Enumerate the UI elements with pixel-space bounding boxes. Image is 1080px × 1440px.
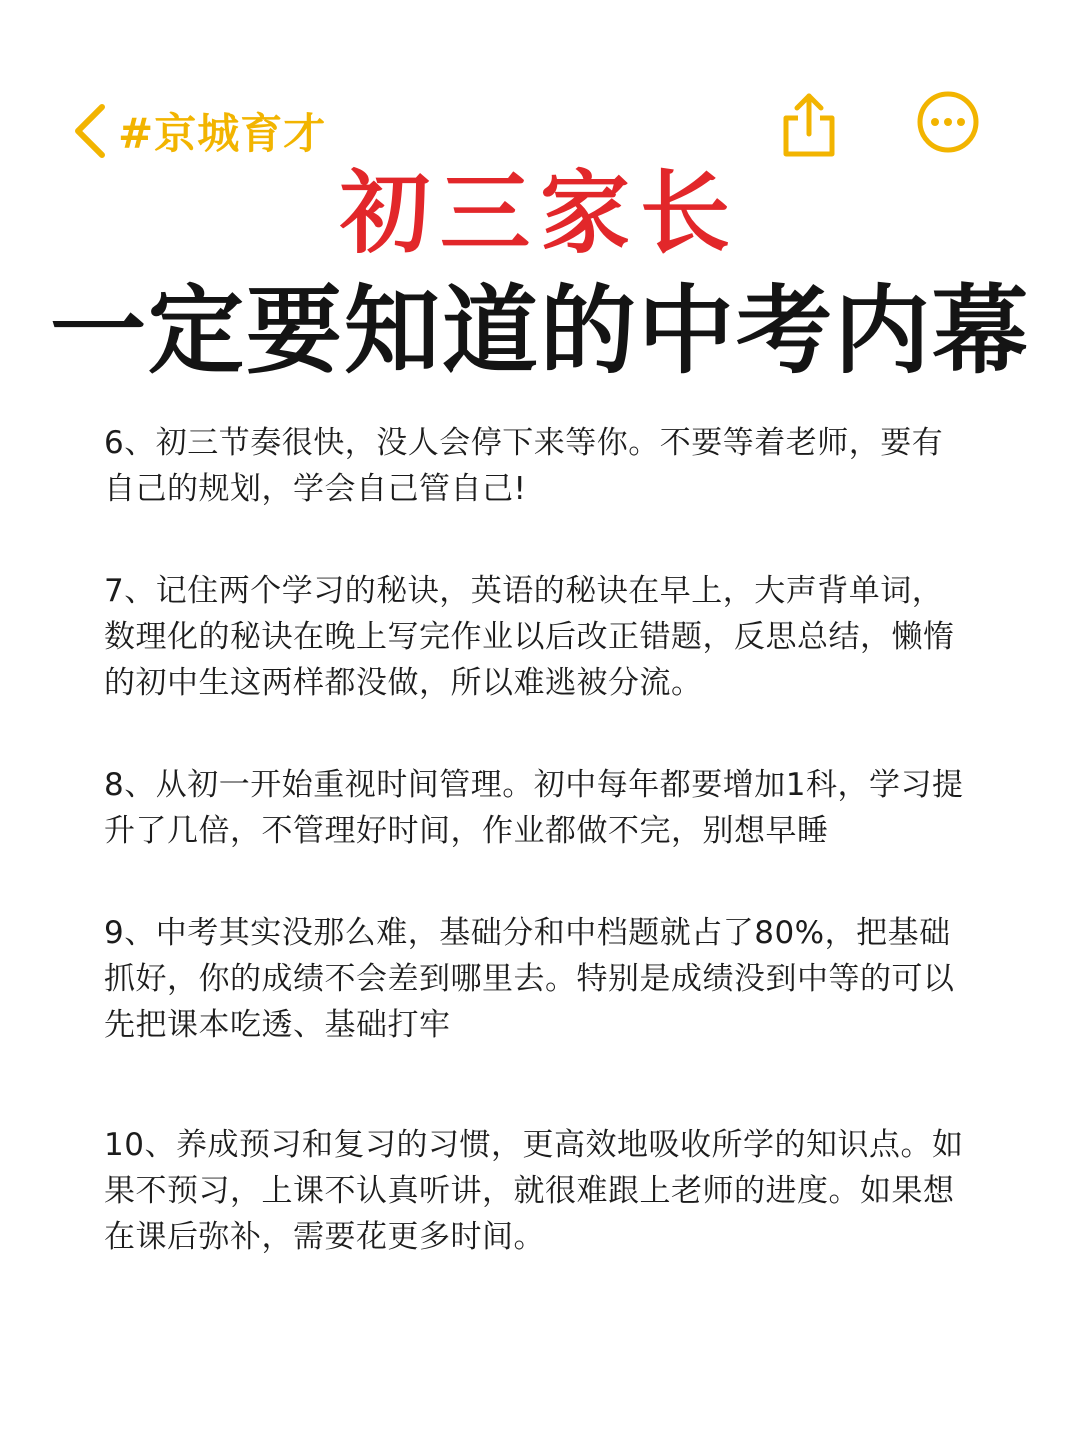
tip-paragraph-7: 7、记住两个学习的秘诀，英语的秘诀在早上，大声背单词，数理化的秘诀在晚上写完作业以后改正错题，反思总结，懒惰的初中生这两样都没做，所以难逃被分流。 <box>104 573 955 701</box>
title-line-2: 一定要知道的中考内幕 <box>50 275 1030 387</box>
tip-paragraph-9: 9、中考其实没那么难，基础分和中档题就占了80%，把基础抓好，你的成绩不会差到哪里去。特别是成绩没到中等的可以先把课本吃透、基础打牢 <box>104 915 955 1043</box>
tip-paragraph-8: 8、从初一开始重视时间管理。初中每年都要增加1科，学习提升了几倍，不管理好时间，作业都做不完，别想早睡 <box>104 767 964 849</box>
title-line-1: 初三家长 <box>340 161 740 266</box>
topic-tag[interactable]: #京城育才 <box>118 109 327 158</box>
tip-paragraph-6: 6、初三节奏很快，没人会停下来等你。不要等着老师，要有自己的规划，学会自己管自己! <box>104 425 944 507</box>
tip-paragraph-10: 10、养成预习和复习的习惯，更高效地吸收所学的知识点。如果不预习，上课不认真听讲，就很难跟上老师的进度。如果想在课后弥补，需要花更多时间。 <box>104 1127 964 1255</box>
